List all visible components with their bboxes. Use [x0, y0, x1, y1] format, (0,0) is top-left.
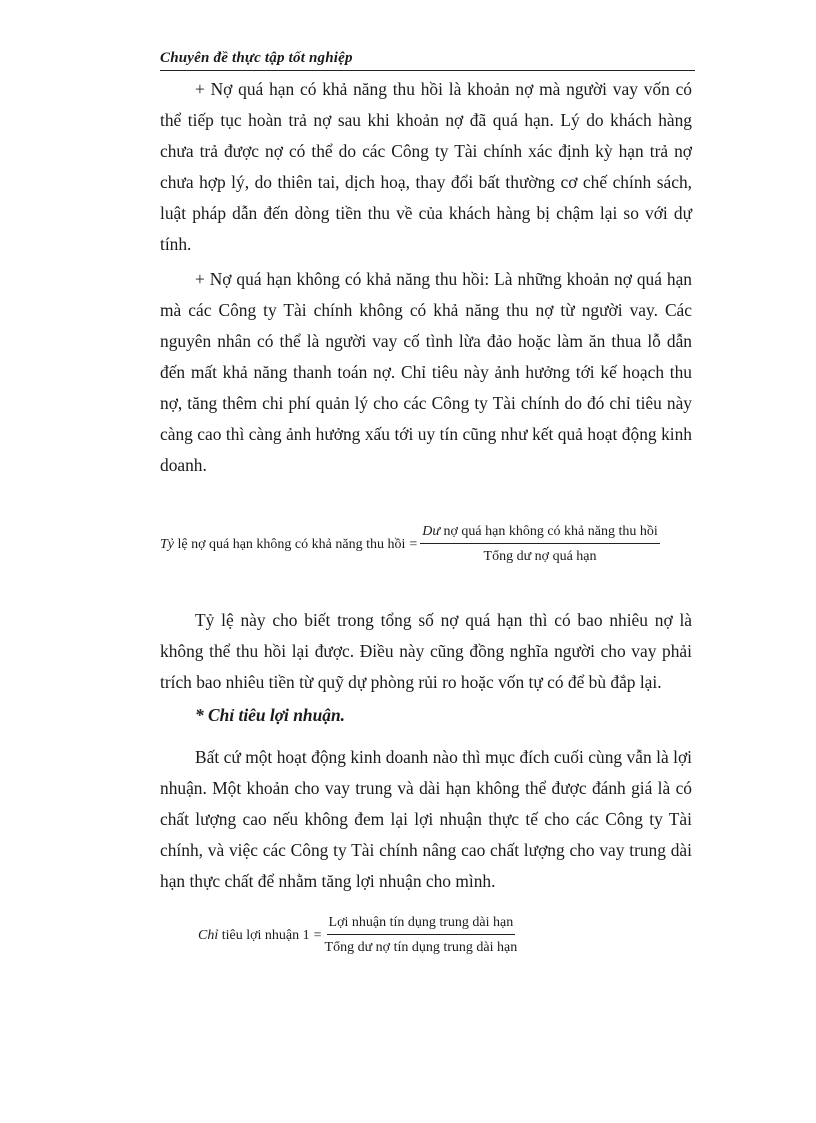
- formula-lhs: Tỷ lệ nợ quá hạn không có khả năng thu hồi: [160, 536, 406, 552]
- fraction: [325, 915, 518, 956]
- paragraph-overdue-recoverable: + Nợ quá hạn có khả năng thu hồi là khoản nợ mà người vay vốn có thể tiếp tục hoàn trả nợ sau khi khoản nợ đã quá hạn. Lý do khách hàng chưa trả được nợ có thể do các Công ty Tài chính xác định kỳ hạn trả nợ chưa hợp lý, do thiên tai, dịch hoạ, thay đổi bất thường cơ chế chính sách, luật pháp dẫn đến dòng tiền thu về của khách hàng bị chậm lại so với dự tính.: [160, 79, 692, 254]
- section-heading-profit: * Chỉ tiêu lợi nhuận.: [195, 705, 345, 725]
- paragraph-ratio-explanation: Tỷ lệ này cho biết trong tổng số nợ quá hạn thì có bao nhiêu nợ là không thể thu hồi lại được. Điều này cũng đồng nghĩa người cho vay phải trích bao nhiêu tiền từ quỹ dự phòng rủi ro hoặc vốn tự có để bù đắp lại.: [160, 610, 692, 692]
- fraction-denominator: Tổng dư nợ quá hạn: [483, 549, 597, 564]
- fraction-numerator: Lợi nhuận tín dụng trung dài hạn: [327, 915, 516, 935]
- equals-sign: =: [313, 927, 322, 943]
- page-header: [160, 44, 695, 71]
- paragraph-profit: Bất cứ một hoạt động kinh doanh nào thì mục đích cuối cùng vẫn là lợi nhuận. Một khoản cho vay trung và dài hạn không thể được đánh giá là có chất lượng cao nếu không đem lại lợi nhuận thực tế cho các Công ty Tài chính, và việc các Công ty Tài chính nâng cao chất lượng cho vay trung dài hạn thực chất để nhằm tăng lợi nhuận cho mình.: [160, 747, 692, 891]
- fraction-numerator: Dư nợ quá hạn không có khả năng thu hồi: [420, 524, 660, 544]
- formula-unrecoverable-ratio: [160, 524, 660, 565]
- equals-sign: =: [409, 536, 418, 552]
- formula-profit-indicator: [198, 915, 517, 956]
- fraction: [420, 524, 660, 565]
- fraction-denominator: Tổng dư nợ tín dụng trung dài hạn: [324, 940, 518, 955]
- paragraph-overdue-unrecoverable: + Nợ quá hạn không có khả năng thu hồi: Là những khoản nợ quá hạn mà các Công ty Tài chính không có khả năng thu nợ từ người vay. Các nguyên nhân có thể là người vay cố tình lừa đảo hoặc làm ăn thua lỗ dẫn đến mất khả năng thanh toán nợ. Chỉ tiêu này ảnh hưởng tới kế hoạch thu nợ, tăng thêm chi phí quản lý cho các Công ty Tài chính do đó chỉ tiêu này càng cao thì càng ảnh hưởng xấu tới uy tín cũng như kết quả hoạt động kinh doanh.: [160, 269, 692, 475]
- header-title: Chuyên đề thực tập tốt nghiệp: [160, 50, 353, 66]
- formula-lhs: Chỉ tiêu lợi nhuận 1: [198, 927, 310, 943]
